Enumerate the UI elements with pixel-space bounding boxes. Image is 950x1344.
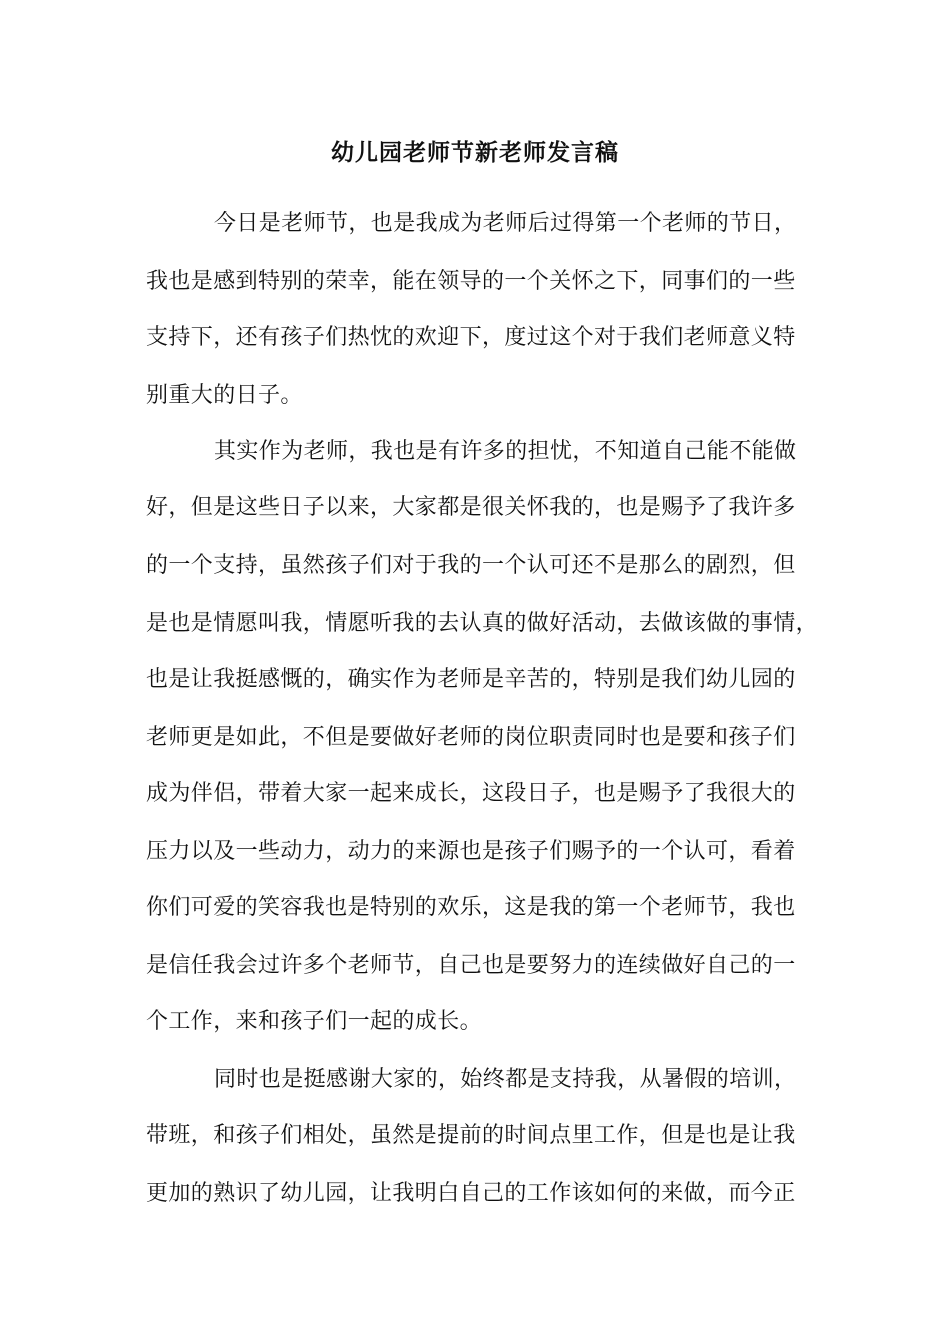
paragraph-1-line-3: 支持下，还有孩子们热忱的欢迎下，度过这个对于我们老师意义特	[146, 325, 796, 350]
paragraph-1-line-1: 今日是老师节，也是我成为老师后过得第一个老师的节日，	[214, 211, 797, 236]
paragraph-2-line-1: 其实作为老师，我也是有许多的担忧，不知道自己能不能做	[214, 439, 797, 464]
paragraph-2-line-4: 是也是情愿叫我，情愿听我的去认真的做好活动，去做该做的事情，	[146, 611, 819, 636]
document-title: 幼儿园老师节新老师发言稿	[331, 139, 619, 166]
paragraph-2-line-3: 的一个支持，虽然孩子们对于我的一个认可还不是那么的剧烈，但	[146, 553, 796, 578]
paragraph-2-line-2: 好，但是这些日子以来，大家都是很关怀我的，也是赐予了我许多	[146, 495, 796, 520]
paragraph-2-line-8: 压力以及一些动力，动力的来源也是孩子们赐予的一个认可，看着	[146, 839, 796, 864]
paragraph-1-line-2: 我也是感到特别的荣幸，能在领导的一个关怀之下，同事们的一些	[146, 269, 796, 294]
paragraph-2-line-7: 成为伴侣，带着大家一起来成长，这段日子，也是赐予了我很大的	[146, 781, 796, 806]
paragraph-3-line-2: 带班，和孩子们相处，虽然是提前的时间点里工作，但是也是让我	[146, 1123, 796, 1148]
paragraph-2-line-9: 你们可爱的笑容我也是特别的欢乐，这是我的第一个老师节，我也	[146, 895, 796, 920]
paragraph-2-line-6: 老师更是如此，不但是要做好老师的岗位职责同时也是要和孩子们	[146, 725, 796, 750]
paragraph-3-line-1: 同时也是挺感谢大家的，始终都是支持我，从暑假的培训，	[214, 1067, 797, 1092]
paragraph-2-line-11: 个工作，来和孩子们一起的成长。	[146, 1009, 483, 1034]
paragraph-1-line-4: 别重大的日子。	[146, 383, 303, 408]
paragraph-2-line-10: 是信任我会过许多个老师节，自己也是要努力的连续做好自己的一	[146, 953, 796, 978]
paragraph-2-line-5: 也是让我挺感慨的，确实作为老师是辛苦的，特别是我们幼儿园的	[146, 667, 796, 692]
paragraph-3-line-3: 更加的熟识了幼儿园，让我明白自己的工作该如何的来做，而今正	[146, 1181, 796, 1206]
